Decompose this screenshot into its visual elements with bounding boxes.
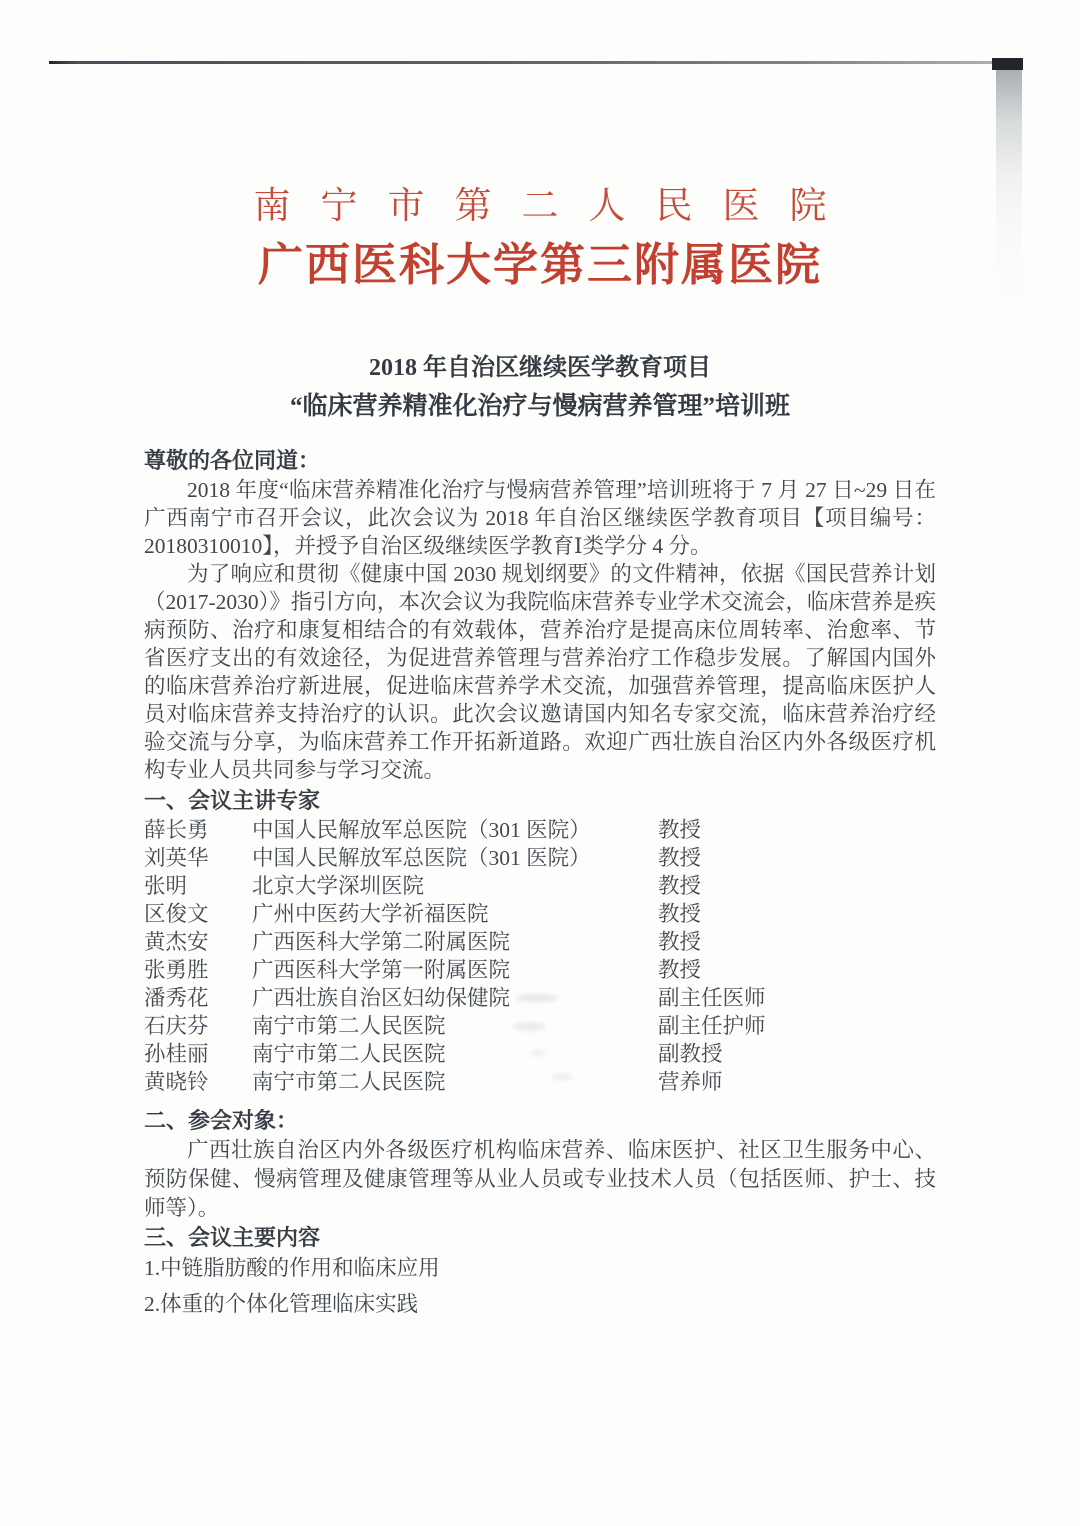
table-row: [144, 872, 936, 900]
letterhead-hospital-name-2: 广西医科大学第三附属医院: [257, 240, 822, 290]
list-item: 2.体重的个体化管理临床实践: [144, 1292, 419, 1316]
section-heading-main-content: 三、会议主要内容: [144, 1225, 321, 1250]
table-row: [144, 1040, 936, 1068]
expert-affiliation: 中国人民解放军总医院（301 医院）: [252, 846, 591, 870]
expert-name: 黄杰安: [144, 930, 209, 954]
document-body: [144, 0, 936, 1319]
expert-name: 孙桂丽: [144, 1042, 209, 1066]
expert-title: 教授: [658, 902, 702, 926]
table-row: [144, 1068, 936, 1096]
letterhead-hospital-name-1: 南宁市第二人民医院: [253, 186, 857, 227]
list-item: 1.中链脂肪酸的作用和临床应用: [144, 1256, 440, 1280]
expert-affiliation: 中国人民解放军总医院（301 医院）: [252, 818, 591, 842]
scan-corner-mark: [992, 58, 1023, 70]
expert-name: 黄晓铃: [144, 1070, 209, 1094]
expert-affiliation: 广西医科大学第一附属医院: [252, 958, 511, 982]
section-heading-experts: 一、会议主讲专家: [144, 788, 321, 813]
experts-table: [144, 816, 936, 1096]
expert-affiliation: 南宁市第二人民医院: [252, 1042, 446, 1066]
expert-affiliation: 北京大学深圳医院: [252, 874, 425, 898]
expert-affiliation: 广西壮族自治区妇幼保健院: [252, 986, 511, 1010]
expert-affiliation: 南宁市第二人民医院: [252, 1014, 446, 1038]
table-row: [144, 900, 936, 928]
expert-name: 石庆芬: [144, 1014, 209, 1038]
hospital-letterhead: [144, 184, 936, 292]
expert-title: 教授: [658, 846, 702, 870]
document-title-line2: “临床营养精准化治疗与慢病营养管理”培训班: [289, 393, 790, 420]
expert-title: 教授: [658, 930, 702, 954]
table-row: [144, 1012, 936, 1040]
expert-name: 张明: [144, 874, 188, 898]
expert-title: 教授: [658, 874, 702, 898]
expert-name: 潘秀花: [144, 986, 209, 1010]
audience-paragraph: 广西壮族自治区内外各级医疗机构临床营养、临床医护、社区卫生服务中心、预防保健、慢病管理及健康管理等从业人员或专业技术人员（包括医师、护士、技师等）。: [144, 1138, 936, 1220]
table-row: [144, 984, 936, 1012]
expert-affiliation: 广西医科大学第二附属医院: [252, 930, 511, 954]
document-title-line1: 2018 年自治区继续医学教育项目: [369, 355, 711, 381]
table-row: [144, 816, 936, 844]
expert-name: 张勇胜: [144, 958, 209, 982]
table-row: [144, 956, 936, 984]
scan-edge-shadow: [996, 70, 1022, 305]
background-paragraph: 为了响应和贯彻《健康中国 2030 规划纲要》的文件精神，依据《国民营养计划（2017-2030）》指引方向，本次会议为我院临床营养专业学术交流会，临床营养是疾病预防、治疗和康复相结合的有效载体，营养治疗是提高床位周转率、治愈率、节省医疗支出的有效途径，为促进营养管理与营养治疗工作稳步发展。了解国内国外的临床营养治疗新进展，促进临床营养学术交流，加强营养管理，提高临床医护人员对临床营养支持治疗的认识。此次会议邀请国内知名专家交流，临床营养治疗经验交流与分享，为临床营养工作开拓新道路。欢迎广西壮族自治区内外各级医疗机构专业人员共同参与学习交流。: [144, 562, 936, 782]
expert-title: 副主任医师: [658, 986, 766, 1010]
table-row: [144, 844, 936, 872]
intro-paragraph: 2018 年度“临床营养精准化治疗与慢病营养管理”培训班将于 7 月 27 日~29 日在广西南宁市召开会议，此次会议为 2018 年自治区继续医学教育项目【项目编号：20180310010】，并授予自治区级继续医学教育Ⅰ类学分 4 分。: [144, 478, 936, 558]
expert-affiliation: 广州中医药大学祈福医院: [252, 902, 489, 926]
table-row: [144, 928, 936, 956]
expert-title: 副教授: [658, 1042, 723, 1066]
expert-title: 营养师: [658, 1070, 723, 1094]
expert-title: 教授: [658, 958, 702, 982]
expert-affiliation: 南宁市第二人民医院: [252, 1070, 446, 1094]
expert-title: 教授: [658, 818, 702, 842]
salutation: 尊敬的各位同道：: [144, 448, 321, 473]
main-content-list: [144, 1253, 936, 1319]
document-title: [144, 352, 936, 424]
expert-name: 薛长勇: [144, 818, 209, 842]
section-heading-audience: 二、参会对象：: [144, 1108, 299, 1133]
expert-name: 区俊文: [144, 902, 209, 926]
expert-name: 刘英华: [144, 846, 209, 870]
expert-title: 副主任护师: [658, 1014, 766, 1038]
